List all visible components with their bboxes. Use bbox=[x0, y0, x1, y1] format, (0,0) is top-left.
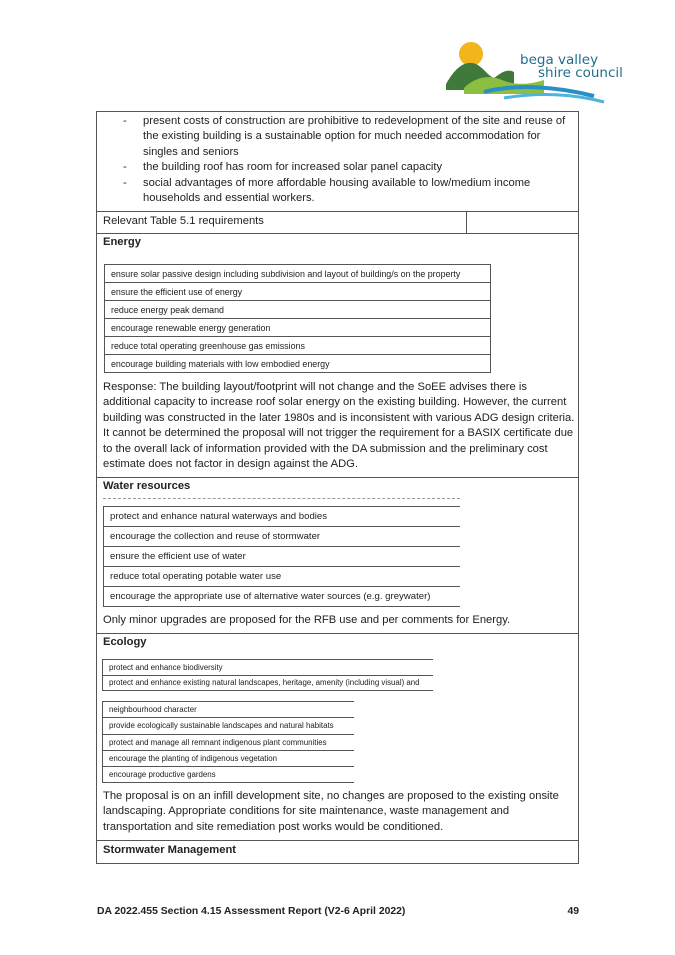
table-row: ensure the efficient use of energy bbox=[105, 283, 491, 301]
table-row: protect and enhance natural waterways and bodies bbox=[104, 507, 461, 527]
energy-requirements-table bbox=[104, 264, 491, 373]
table-row: ensure solar passive design including subdivision and layout of building/s on the property bbox=[105, 265, 491, 283]
table-row: reduce total operating greenhouse gas emissions bbox=[105, 337, 491, 355]
bullet-item: - present costs of construction are prohibitive to redevelopment of the site and reuse of the existing building is a sustainable option for much needed accommodation for singles and seniors bbox=[123, 115, 566, 158]
ecology-response: The proposal is on an infill development site, no changes are proposed to the existing onsite landscaping. Appropriate conditions for site maintenance, waste management and transportation and site remediation post works would be conditioned. bbox=[103, 790, 559, 833]
table-row: encourage building materials with low embodied energy bbox=[105, 355, 491, 373]
table-row: protect and enhance existing natural landscapes, heritage, amenity (including visual) and bbox=[103, 675, 434, 691]
page-number: 49 bbox=[567, 906, 579, 917]
table-row: encourage the appropriate use of alternative water sources (e.g. greywater) bbox=[104, 587, 461, 607]
assessment-table bbox=[96, 111, 579, 864]
stormwater-heading: Stormwater Management bbox=[103, 844, 237, 856]
water-section bbox=[97, 477, 578, 634]
requirements-heading-row bbox=[97, 211, 578, 234]
energy-section bbox=[97, 233, 578, 478]
energy-response: Response: The building layout/footprint will not change and the SoEE advises there is additional capacity to increase roof solar energy on the existing building. However, the current building was constructed in the later 1980s and is inconsistent with various ADG design criteria. It cannot be determined the proposal will not trigger the requirement for a BASIX certificate due to the overall lack of information provided with the DA submission and the preliminary cost estimate does not factor in design against the ADG. bbox=[103, 381, 575, 471]
water-response: Only minor upgrades are proposed for the RFB use and per comments for Energy. bbox=[103, 614, 511, 626]
table-row: reduce energy peak demand bbox=[105, 301, 491, 319]
intro-bullet-list bbox=[111, 114, 573, 206]
bullet-item: - social advantages of more affordable housing available to low/medium income households and essential workers. bbox=[123, 176, 531, 205]
table-row: encourage renewable energy generation bbox=[105, 319, 491, 337]
table-row: protect and enhance biodiversity bbox=[103, 660, 434, 676]
logo-sun bbox=[459, 42, 483, 66]
logo-line-2: shire council bbox=[538, 65, 623, 81]
table-row: protect and manage all remnant indigenous plant communities bbox=[103, 734, 355, 750]
ecology-requirements-table bbox=[102, 659, 433, 691]
council-logo-text bbox=[518, 54, 623, 80]
ecology-requirements-table-continued bbox=[102, 701, 354, 783]
energy-heading: Energy bbox=[103, 236, 141, 248]
page-footer bbox=[97, 906, 579, 917]
requirements-heading: Relevant Table 5.1 requirements bbox=[103, 215, 264, 227]
table-row: neighbourhood character bbox=[103, 702, 355, 718]
bullet-item: - the building roof has room for increased solar panel capacity bbox=[123, 161, 443, 174]
table-row: reduce total operating potable water use bbox=[104, 567, 461, 587]
footer-title: DA 2022.455 Section 4.15 Assessment Report (V2-6 April 2022) bbox=[97, 906, 406, 917]
water-heading: Water resources bbox=[103, 480, 191, 492]
table-row: encourage the planting of indigenous vegetation bbox=[103, 750, 355, 766]
cropped-row-edge bbox=[103, 498, 460, 499]
table-row: provide ecologically sustainable landscapes and natural habitats bbox=[103, 718, 355, 734]
table-row: encourage the collection and reuse of stormwater bbox=[104, 527, 461, 547]
ecology-section bbox=[97, 633, 578, 841]
column-divider bbox=[466, 212, 467, 234]
logo-line-1: bega valley bbox=[520, 52, 599, 68]
table-row: ensure the efficient use of water bbox=[104, 547, 461, 567]
water-requirements-table bbox=[103, 506, 460, 607]
ecology-heading: Ecology bbox=[103, 636, 147, 648]
stormwater-section bbox=[97, 840, 578, 865]
table-row: encourage productive gardens bbox=[103, 767, 355, 783]
